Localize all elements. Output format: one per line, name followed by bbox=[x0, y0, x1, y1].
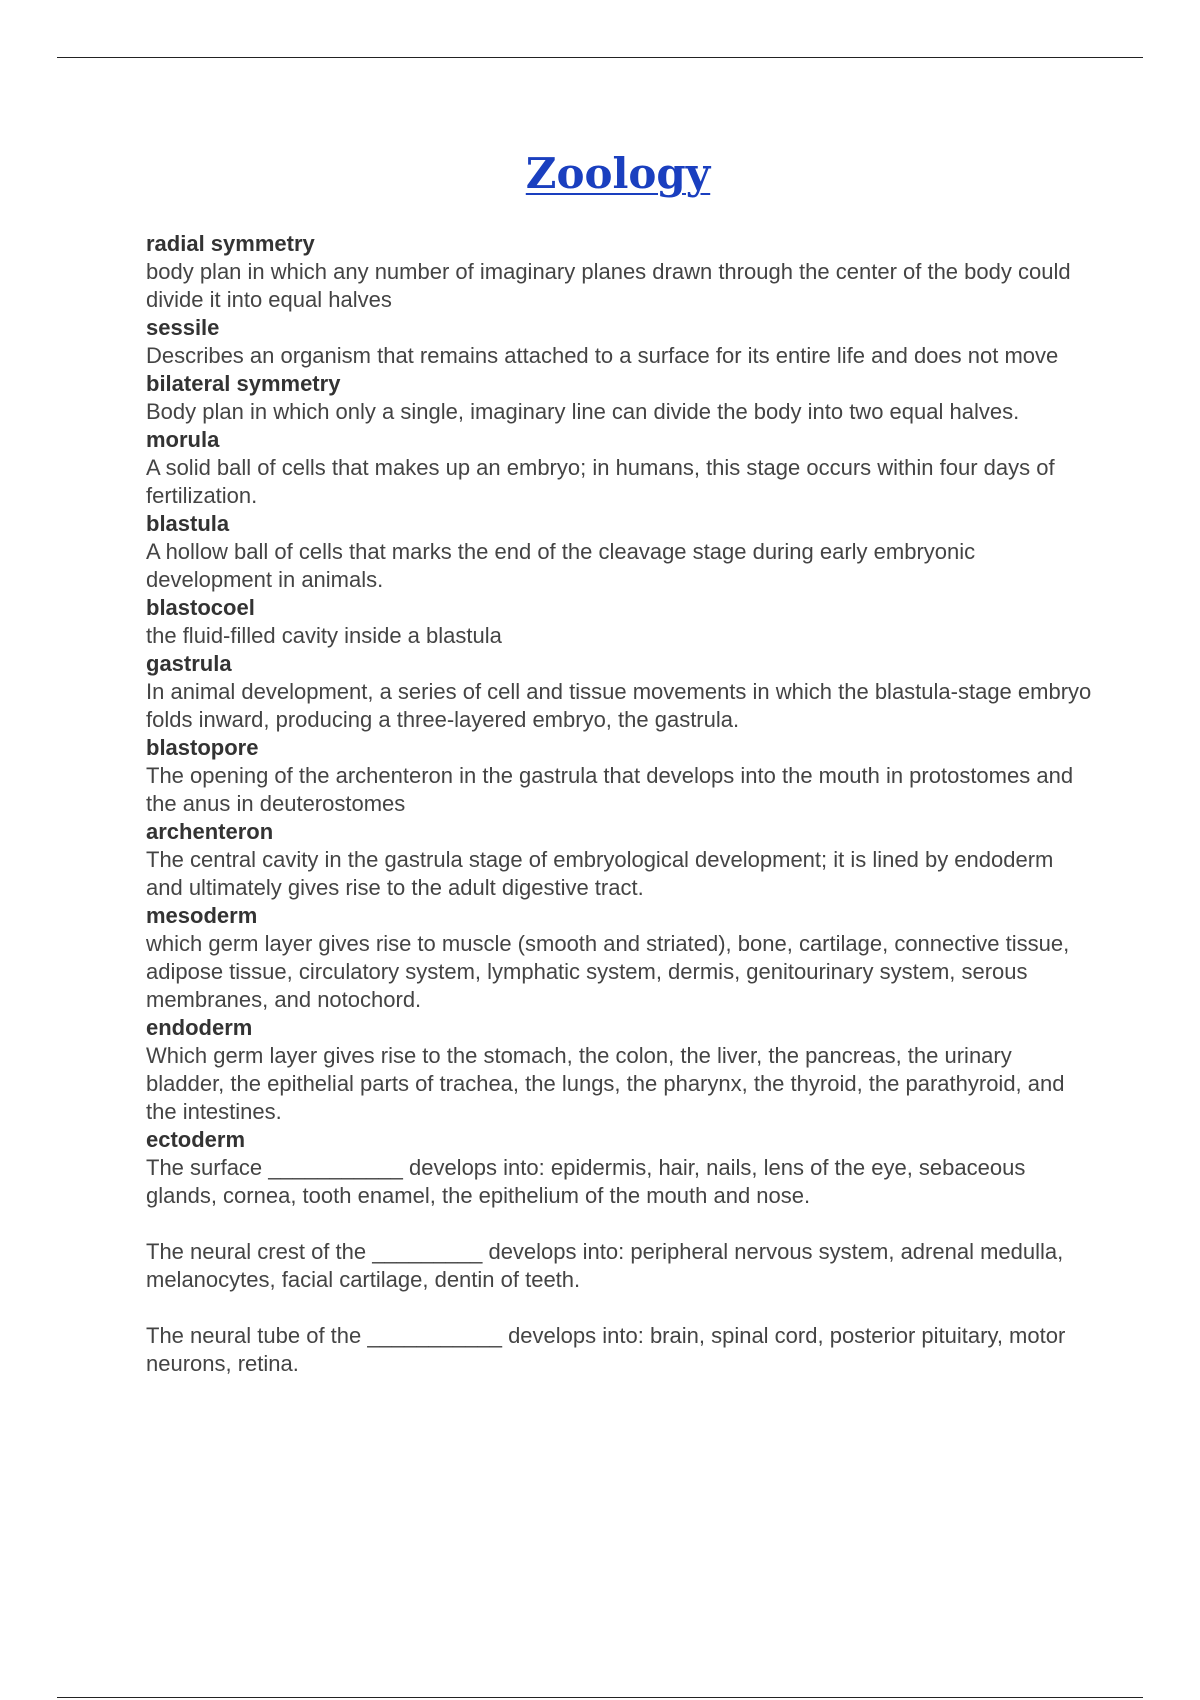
term: blastula bbox=[146, 511, 230, 536]
definition: The central cavity in the gastrula stage of embryological development; it is lined by endoderm and ultimately gives rise to the adult digestive tract. bbox=[146, 847, 1054, 900]
footer-rule bbox=[57, 1697, 1143, 1698]
definition: A hollow ball of cells that marks the end of the cleavage stage during early embryonic development in animals. bbox=[146, 539, 976, 592]
term: bilateral symmetry bbox=[146, 371, 341, 396]
entry-endoderm bbox=[146, 1014, 1096, 1126]
term: sessile bbox=[146, 315, 220, 340]
definition-paragraph: The neural crest of the _________ develops into: peripheral nervous system, adrenal medulla, melanocytes, facial cartilage, dentin of teeth. bbox=[146, 1239, 1064, 1292]
term: ectoderm bbox=[146, 1127, 246, 1152]
term: mesoderm bbox=[146, 903, 258, 928]
entry-blastopore bbox=[146, 734, 1096, 818]
entry-blastocoel bbox=[146, 594, 1096, 650]
term: morula bbox=[146, 427, 220, 452]
definition: which germ layer gives rise to muscle (smooth and striated), bone, cartilage, connective tissue, adipose tissue, circulatory system, lymphatic system, dermis, genitourinary system, serous membranes, and notochord. bbox=[146, 931, 1070, 1012]
definition: Describes an organism that remains attached to a surface for its entire life and does not move bbox=[146, 343, 1059, 368]
definition: Body plan in which only a single, imaginary line can divide the body into two equal halves. bbox=[146, 399, 1020, 424]
entry-archenteron bbox=[146, 818, 1096, 902]
entry-gastrula bbox=[146, 650, 1096, 734]
paragraph-spacer bbox=[146, 1294, 1096, 1322]
term: archenteron bbox=[146, 819, 274, 844]
entry-radial-symmetry bbox=[146, 230, 1096, 314]
definition: The opening of the archenteron in the gastrula that develops into the mouth in protostomes and the anus in deuterostomes bbox=[146, 763, 1074, 816]
term: endoderm bbox=[146, 1015, 253, 1040]
entry-morula bbox=[146, 426, 1096, 510]
definition: A solid ball of cells that makes up an embryo; in humans, this stage occurs within four days of fertilization. bbox=[146, 455, 1055, 508]
glossary bbox=[146, 230, 1096, 1378]
term: radial symmetry bbox=[146, 231, 315, 256]
definition: the fluid-filled cavity inside a blastula bbox=[146, 623, 502, 648]
page-title: Zoology bbox=[525, 149, 711, 198]
header-rule bbox=[57, 57, 1143, 58]
entry-mesoderm bbox=[146, 902, 1096, 1014]
paragraph-spacer bbox=[146, 1210, 1096, 1238]
entry-bilateral-symmetry bbox=[146, 370, 1096, 426]
entry-ectoderm bbox=[146, 1126, 1096, 1378]
definition: Which germ layer gives rise to the stomach, the colon, the liver, the pancreas, the urinary bladder, the epithelial parts of trachea, the lungs, the pharynx, the thyroid, the parathyroid, and the intestines. bbox=[146, 1043, 1065, 1124]
term: blastocoel bbox=[146, 595, 255, 620]
entry-blastula bbox=[146, 510, 1096, 594]
definition-paragraph: The neural tube of the ___________ develops into: brain, spinal cord, posterior pituitary, motor neurons, retina. bbox=[146, 1323, 1066, 1376]
term: blastopore bbox=[146, 735, 259, 760]
definition: In animal development, a series of cell and tissue movements in which the blastula-stage embryo folds inward, producing a three-layered embryo, the gastrula. bbox=[146, 679, 1092, 732]
definition-paragraph: The surface ___________ develops into: epidermis, hair, nails, lens of the eye, sebaceous glands, cornea, tooth enamel, the epithelium of the mouth and nose. bbox=[146, 1155, 1026, 1208]
entry-sessile bbox=[146, 314, 1096, 370]
term: gastrula bbox=[146, 651, 232, 676]
definition: body plan in which any number of imaginary planes drawn through the center of the body could divide it into equal halves bbox=[146, 259, 1071, 312]
